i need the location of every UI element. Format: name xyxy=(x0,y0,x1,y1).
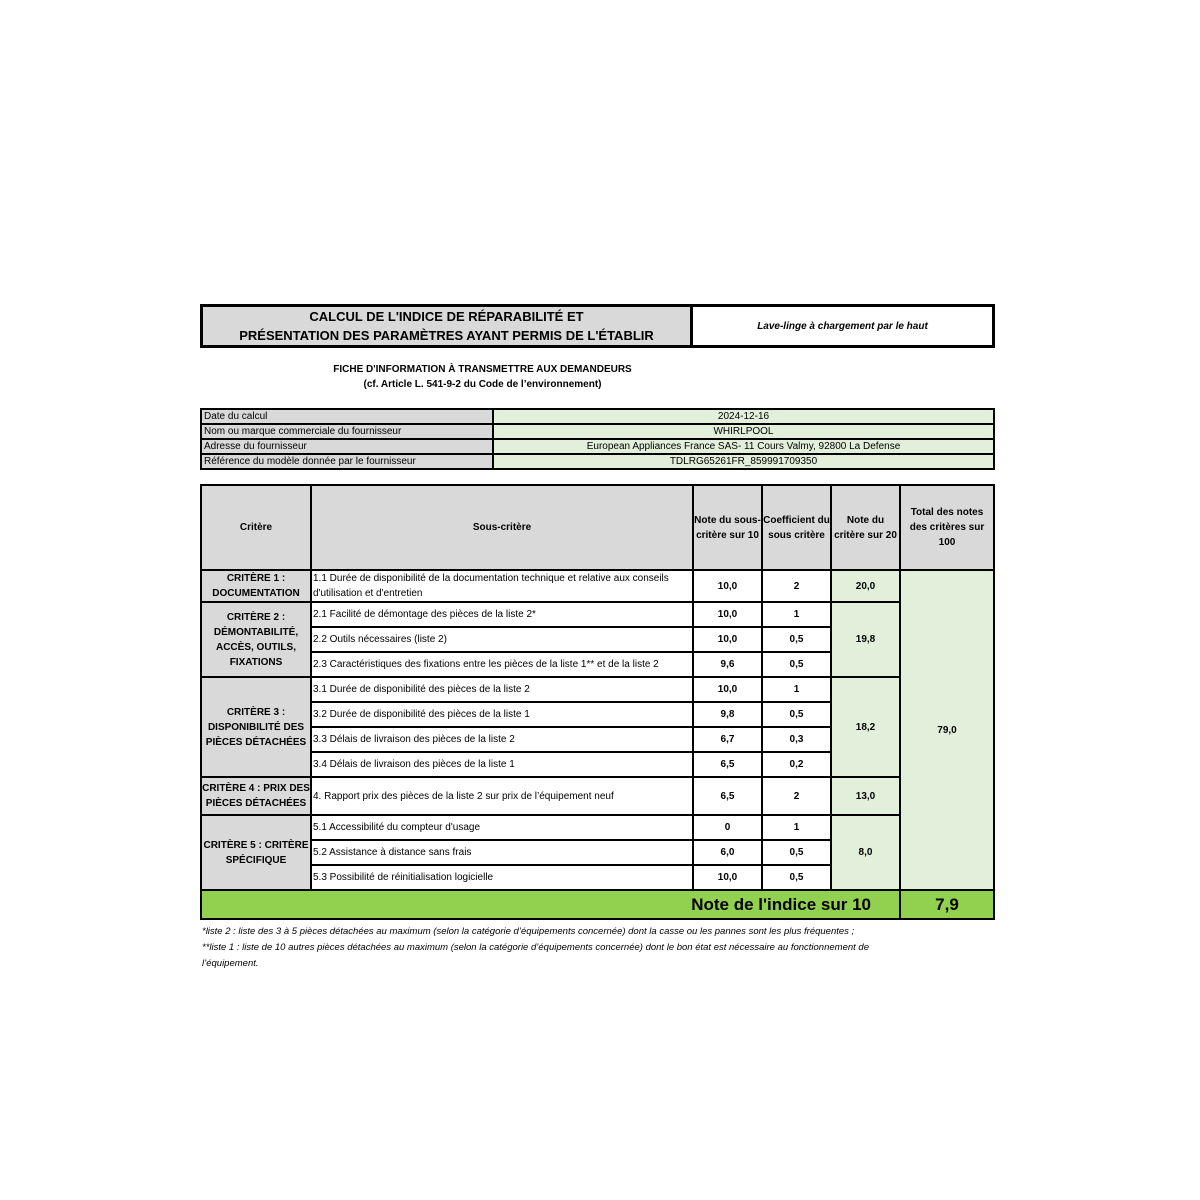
subcriterion-label: 1.1 Durée de disponibilité de la documentation technique et relative aux conseils d'utilisation et d'entretien xyxy=(311,570,693,602)
subcriterion-coef: 0,5 xyxy=(762,702,831,727)
footnote-3: l’équipement. xyxy=(202,958,259,969)
subcriterion-label: 2.1 Facilité de démontage des pièces de la liste 2* xyxy=(311,602,693,627)
info-row xyxy=(201,409,994,424)
criteria-table xyxy=(200,484,995,920)
criterion-1-name: CRITÈRE 1 : DOCUMENTATION xyxy=(201,570,311,602)
subcriterion-coef: 1 xyxy=(762,602,831,627)
info-value: European Appliances France SAS- 11 Cours Valmy, 92800 La Defense xyxy=(493,439,994,454)
subcriterion-note: 10,0 xyxy=(693,677,762,702)
table-row xyxy=(201,570,994,602)
subcriterion-note: 0 xyxy=(693,815,762,840)
info-value: TDLRG65261FR_859991709350 xyxy=(493,454,994,469)
subcriterion-coef: 0,5 xyxy=(762,627,831,652)
subcriterion-note: 10,0 xyxy=(693,865,762,890)
fiche-line-2: (cf. Article L. 541-9-2 du Code de l’environnement) xyxy=(363,379,602,390)
info-value: 2024-12-16 xyxy=(493,409,994,424)
header-table xyxy=(200,304,995,348)
product-type: Lave-linge à chargement par le haut xyxy=(692,306,994,347)
subcriterion-note: 10,0 xyxy=(693,627,762,652)
fiche-line-1: FICHE D'INFORMATION À TRANSMETTRE AUX DEMANDEURS xyxy=(333,364,632,375)
final-score-label: Note de l'indice sur 10 xyxy=(201,890,900,919)
subcriterion-label: 5.2 Assistance à distance sans frais xyxy=(311,840,693,865)
subcriterion-coef: 2 xyxy=(762,570,831,602)
subcriterion-label: 3.2 Durée de disponibilité des pièces de la liste 1 xyxy=(311,702,693,727)
info-label: Adresse du fournisseur xyxy=(201,439,493,454)
criterion-3-score: 18,2 xyxy=(831,677,900,777)
header-coefficient: Coefficient du sous critère xyxy=(762,485,831,570)
criterion-3-name: CRITÈRE 3 : DISPONIBILITÉ DES PIÈCES DÉTACHÉES xyxy=(201,677,311,777)
header-total: Total des notes des critères sur 100 xyxy=(900,485,994,570)
criterion-5-name: CRITÈRE 5 : CRITÈRE SPÉCIFIQUE xyxy=(201,815,311,890)
table-row xyxy=(201,602,994,627)
footnote-1: *liste 2 : liste des 3 à 5 pièces détachées au maximum (selon la catégorie d’équipements concernée) dont la casse ou les pannes sont les plus fréquentes ; xyxy=(202,926,855,937)
subcriterion-coef: 1 xyxy=(762,815,831,840)
info-row xyxy=(201,424,994,439)
subcriterion-note: 6,7 xyxy=(693,727,762,752)
fiche-heading xyxy=(200,362,765,392)
criterion-4-name: CRITÈRE 4 : PRIX DES PIÈCES DÉTACHÉES xyxy=(201,777,311,815)
subcriterion-coef: 2 xyxy=(762,777,831,815)
subcriterion-note: 6,5 xyxy=(693,777,762,815)
document-title xyxy=(202,306,692,347)
subcriterion-note: 10,0 xyxy=(693,570,762,602)
footnotes xyxy=(200,924,995,972)
subcriterion-note: 6,0 xyxy=(693,840,762,865)
subcriterion-note: 10,0 xyxy=(693,602,762,627)
criterion-1-score: 20,0 xyxy=(831,570,900,602)
info-value: WHIRLPOOL xyxy=(493,424,994,439)
subcriterion-label: 4. Rapport prix des pièces de la liste 2 sur prix de l’équipement neuf xyxy=(311,777,693,815)
subcriterion-coef: 0,5 xyxy=(762,840,831,865)
criterion-2-score: 19,8 xyxy=(831,602,900,677)
header-critere: Critère xyxy=(201,485,311,570)
subcriterion-label: 2.2 Outils nécessaires (liste 2) xyxy=(311,627,693,652)
repairability-sheet xyxy=(200,304,995,972)
total-score-100: 79,0 xyxy=(900,570,994,890)
subcriterion-label: 5.3 Possibilité de réinitialisation logicielle xyxy=(311,865,693,890)
final-score-value: 7,9 xyxy=(900,890,994,919)
table-header-row xyxy=(201,485,994,570)
subcriterion-coef: 0,2 xyxy=(762,752,831,777)
info-label: Date du calcul xyxy=(201,409,493,424)
criterion-5-score: 8,0 xyxy=(831,815,900,890)
title-line-1: CALCUL DE L'INDICE DE RÉPARABILITÉ ET xyxy=(309,309,584,324)
subcriterion-coef: 1 xyxy=(762,677,831,702)
supplier-info-table xyxy=(200,408,995,470)
subcriterion-label: 2.3 Caractéristiques des fixations entre les pièces de la liste 1** et de la liste 2 xyxy=(311,652,693,677)
subcriterion-note: 9,6 xyxy=(693,652,762,677)
header-note-sous-critere: Note du sous-critère sur 10 xyxy=(693,485,762,570)
info-label: Nom ou marque commerciale du fournisseur xyxy=(201,424,493,439)
table-row xyxy=(201,815,994,840)
subcriterion-label: 3.3 Délais de livraison des pièces de la liste 2 xyxy=(311,727,693,752)
table-row xyxy=(201,777,994,815)
subcriterion-coef: 0,5 xyxy=(762,652,831,677)
info-label: Référence du modèle donnée par le fournisseur xyxy=(201,454,493,469)
subcriterion-note: 9,8 xyxy=(693,702,762,727)
subcriterion-coef: 0,5 xyxy=(762,865,831,890)
subcriterion-note: 6,5 xyxy=(693,752,762,777)
title-line-2: PRÉSENTATION DES PARAMÈTRES AYANT PERMIS DE L'ÉTABLIR xyxy=(239,328,654,343)
info-row xyxy=(201,439,994,454)
criterion-4-score: 13,0 xyxy=(831,777,900,815)
header-note-critere: Note du critère sur 20 xyxy=(831,485,900,570)
subcriterion-coef: 0,3 xyxy=(762,727,831,752)
header-sous-critere: Sous-critère xyxy=(311,485,693,570)
subcriterion-label: 3.4 Délais de livraison des pièces de la liste 1 xyxy=(311,752,693,777)
final-score-row xyxy=(201,890,994,919)
criterion-2-name: CRITÈRE 2 : DÉMONTABILITÉ, ACCÈS, OUTILS, FIXATIONS xyxy=(201,602,311,677)
footnote-2: **liste 1 : liste de 10 autres pièces détachées au maximum (selon la catégorie d’équipements concernée) dont le bon état est nécessaire au fonctionnement de xyxy=(202,942,869,953)
table-row xyxy=(201,677,994,702)
info-row xyxy=(201,454,994,469)
subcriterion-label: 5.1 Accessibilité du compteur d'usage xyxy=(311,815,693,840)
subcriterion-label: 3.1 Durée de disponibilité des pièces de la liste 2 xyxy=(311,677,693,702)
